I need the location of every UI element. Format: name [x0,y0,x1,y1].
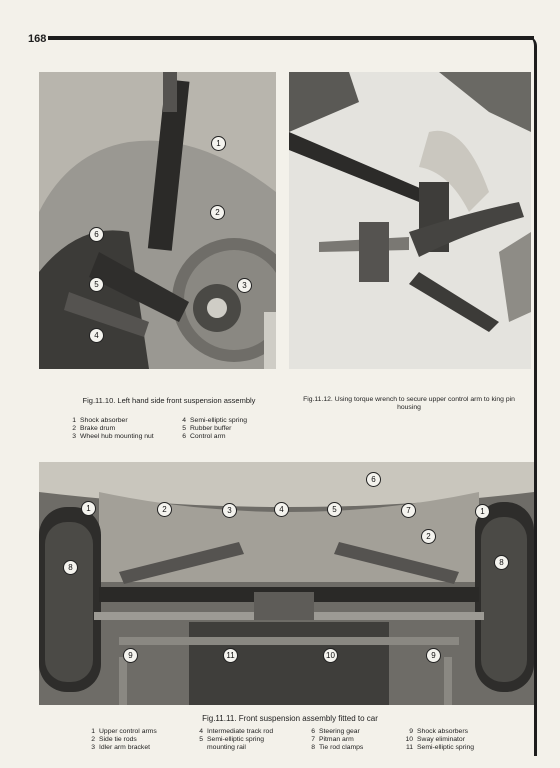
legend-item: 9 Shock absorbers [409,728,469,735]
callout-fig3-2-right: 2 [421,529,436,544]
photo-front-suspension-closeup-image [39,72,276,369]
legend-item: 5 Semi-elliptic spring mounting rail [199,736,265,751]
legend-item: 6 Steering gear [311,728,360,735]
legend-item: 1 Shock absorber [72,417,128,424]
callout-fig3-11: 11 [223,648,238,663]
callout-fig3-4: 4 [274,502,289,517]
legend-item: 4 Intermediate track rod [199,728,274,735]
caption-fig-11-11: Fig.11.11. Front suspension assembly fitted to car [202,714,378,723]
photo-front-suspension-fitted-image [39,462,534,705]
legend-item: 2 Brake drum [72,425,116,432]
legend-item: 6 Control arm [182,433,226,440]
callout-fig3-8-right: 8 [494,555,509,570]
callout-fig3-2-left: 2 [157,502,172,517]
callout-fig1-2: 2 [210,205,225,220]
page-number: 168 [28,33,47,45]
callout-fig3-6: 6 [366,472,381,487]
photo-front-suspension-closeup [39,72,276,369]
legend-item: 11 Semi-elliptic spring [405,744,475,751]
caption-fig-11-12: Fig.11.12. Using torque wrench to secure upper control arm to king pin housing [303,396,515,411]
callout-fig3-8-left: 8 [63,560,78,575]
photo-front-suspension-fitted [39,462,534,705]
legend-item: 3 Wheel hub mounting nut [72,433,154,440]
callout-fig3-3: 3 [222,503,237,518]
legend-item: 7 Pitman arm [311,736,354,743]
callout-fig3-1-right: 1 [475,504,490,519]
callout-fig1-6: 6 [89,227,104,242]
caption-fig-11-10: Fig.11.10. Left hand side front suspension assembly [82,396,256,405]
callout-fig3-7: 7 [401,503,416,518]
legend-item: 1 Upper control arms [91,728,157,735]
photo-torque-wrench-image [289,72,531,369]
legend-item: 2 Side tie rods [91,736,137,743]
legend-fig-11-11 [84,728,524,758]
photo-torque-wrench [289,72,531,369]
legend-item: 5 Rubber buffer [182,425,232,432]
callout-fig3-9-left: 9 [123,648,138,663]
legend-item: 3 Idler arm bracket [91,744,150,751]
callout-fig3-10: 10 [323,648,338,663]
callout-fig1-5: 5 [89,277,104,292]
callout-fig1-3: 3 [237,278,252,293]
callout-fig1-1: 1 [211,136,226,151]
legend-item: 10 Sway eliminator [405,736,465,743]
callout-fig1-4: 4 [89,328,104,343]
callout-fig3-1-left: 1 [81,501,96,516]
callout-fig3-9-right: 9 [426,648,441,663]
legend-item: 4 Semi-elliptic spring [182,417,248,424]
callout-fig3-5: 5 [327,502,342,517]
legend-item: 8 Tie rod clamps [311,744,364,751]
